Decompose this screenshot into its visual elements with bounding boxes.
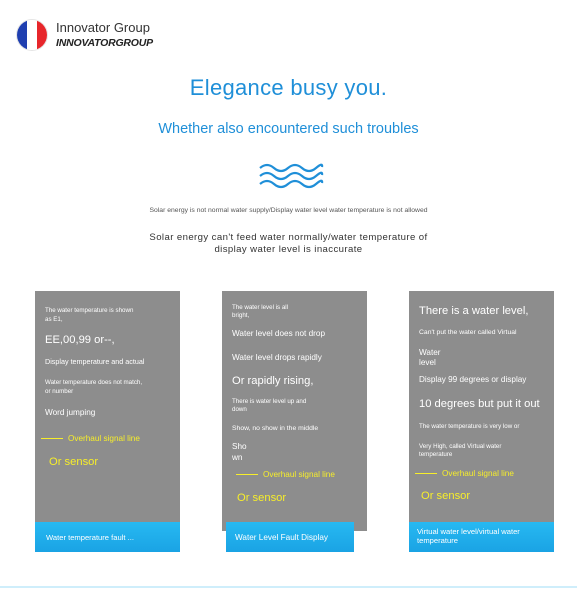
france-flag-icon xyxy=(17,20,47,50)
fault-footer-water-level xyxy=(226,522,354,552)
card-text: Word jumping xyxy=(45,408,96,417)
card-text: Very High, called Virtual water xyxy=(419,443,502,450)
card-text: Sho xyxy=(232,442,247,451)
card-text: wn xyxy=(232,453,243,462)
card-text: EE,00,99 or--, xyxy=(45,334,115,346)
overhaul-signal-label: Overhaul signal line xyxy=(236,470,335,479)
footer-label: Water temperature fault ... xyxy=(46,532,134,542)
brand-name: Innovator Group xyxy=(56,20,150,36)
problem-summary: Solar energy can't feed water normally/water temperature of display water level is inaccurate xyxy=(149,232,428,256)
or-sensor-label: Or sensor xyxy=(49,456,99,468)
card-text: Can't put the water called Virtual xyxy=(419,329,517,336)
card-text: down xyxy=(232,406,247,413)
card-text: or number xyxy=(45,388,74,395)
card-text: Display temperature and actual xyxy=(45,357,145,366)
fault-card-virtual-level xyxy=(409,291,554,531)
card-text: Show, no show in the middle xyxy=(232,425,319,432)
or-sensor-label: Or sensor xyxy=(421,490,471,502)
card-text: as E1, xyxy=(45,316,63,323)
page-headline: Elegance busy you. xyxy=(189,75,388,100)
card-text: Or rapidly rising, xyxy=(232,375,314,387)
card-text: The water temperature is shown xyxy=(45,307,134,314)
overhaul-signal-label: Overhaul signal line xyxy=(41,434,140,443)
card-text: Display 99 degrees or display xyxy=(419,375,527,384)
card-text: level xyxy=(419,358,436,367)
card-text: Water level does not drop xyxy=(232,329,325,338)
fault-card-water-level xyxy=(222,291,367,531)
overhaul-signal-label: Overhaul signal line xyxy=(415,469,514,478)
card-text: Water level drops rapidly xyxy=(232,353,322,362)
small-note: Solar energy is not normal water supply/Display water level water temperature is not allowed xyxy=(149,207,428,214)
bottom-divider xyxy=(0,586,577,588)
page-subheadline: Whether also encountered such troubles xyxy=(158,121,419,137)
card-text: 10 degrees but put it out xyxy=(419,398,540,410)
card-text: The water level is all xyxy=(232,304,289,311)
card-text: Water xyxy=(419,348,441,357)
card-text: There is water level up and xyxy=(232,398,307,405)
fault-footer-water-temperature xyxy=(35,522,180,552)
card-text: There is a water level, xyxy=(419,305,529,317)
brand-subtitle: INNOVATORGROUP xyxy=(56,36,153,49)
fault-footer-virtual-level xyxy=(409,522,554,552)
card-text: bright, xyxy=(232,312,250,319)
footer-label: Water Level Fault Display xyxy=(235,532,328,542)
fault-card-water-temperature xyxy=(35,291,180,531)
card-text: temperature xyxy=(419,451,453,458)
card-text: Water temperature does not match, xyxy=(45,379,143,386)
or-sensor-label: Or sensor xyxy=(237,492,287,504)
footer-label: Virtual water level/virtual water temperature xyxy=(417,527,520,545)
brand-header xyxy=(17,20,153,50)
card-text: The water temperature is very low or xyxy=(419,423,520,430)
water-waves-icon xyxy=(258,162,324,190)
